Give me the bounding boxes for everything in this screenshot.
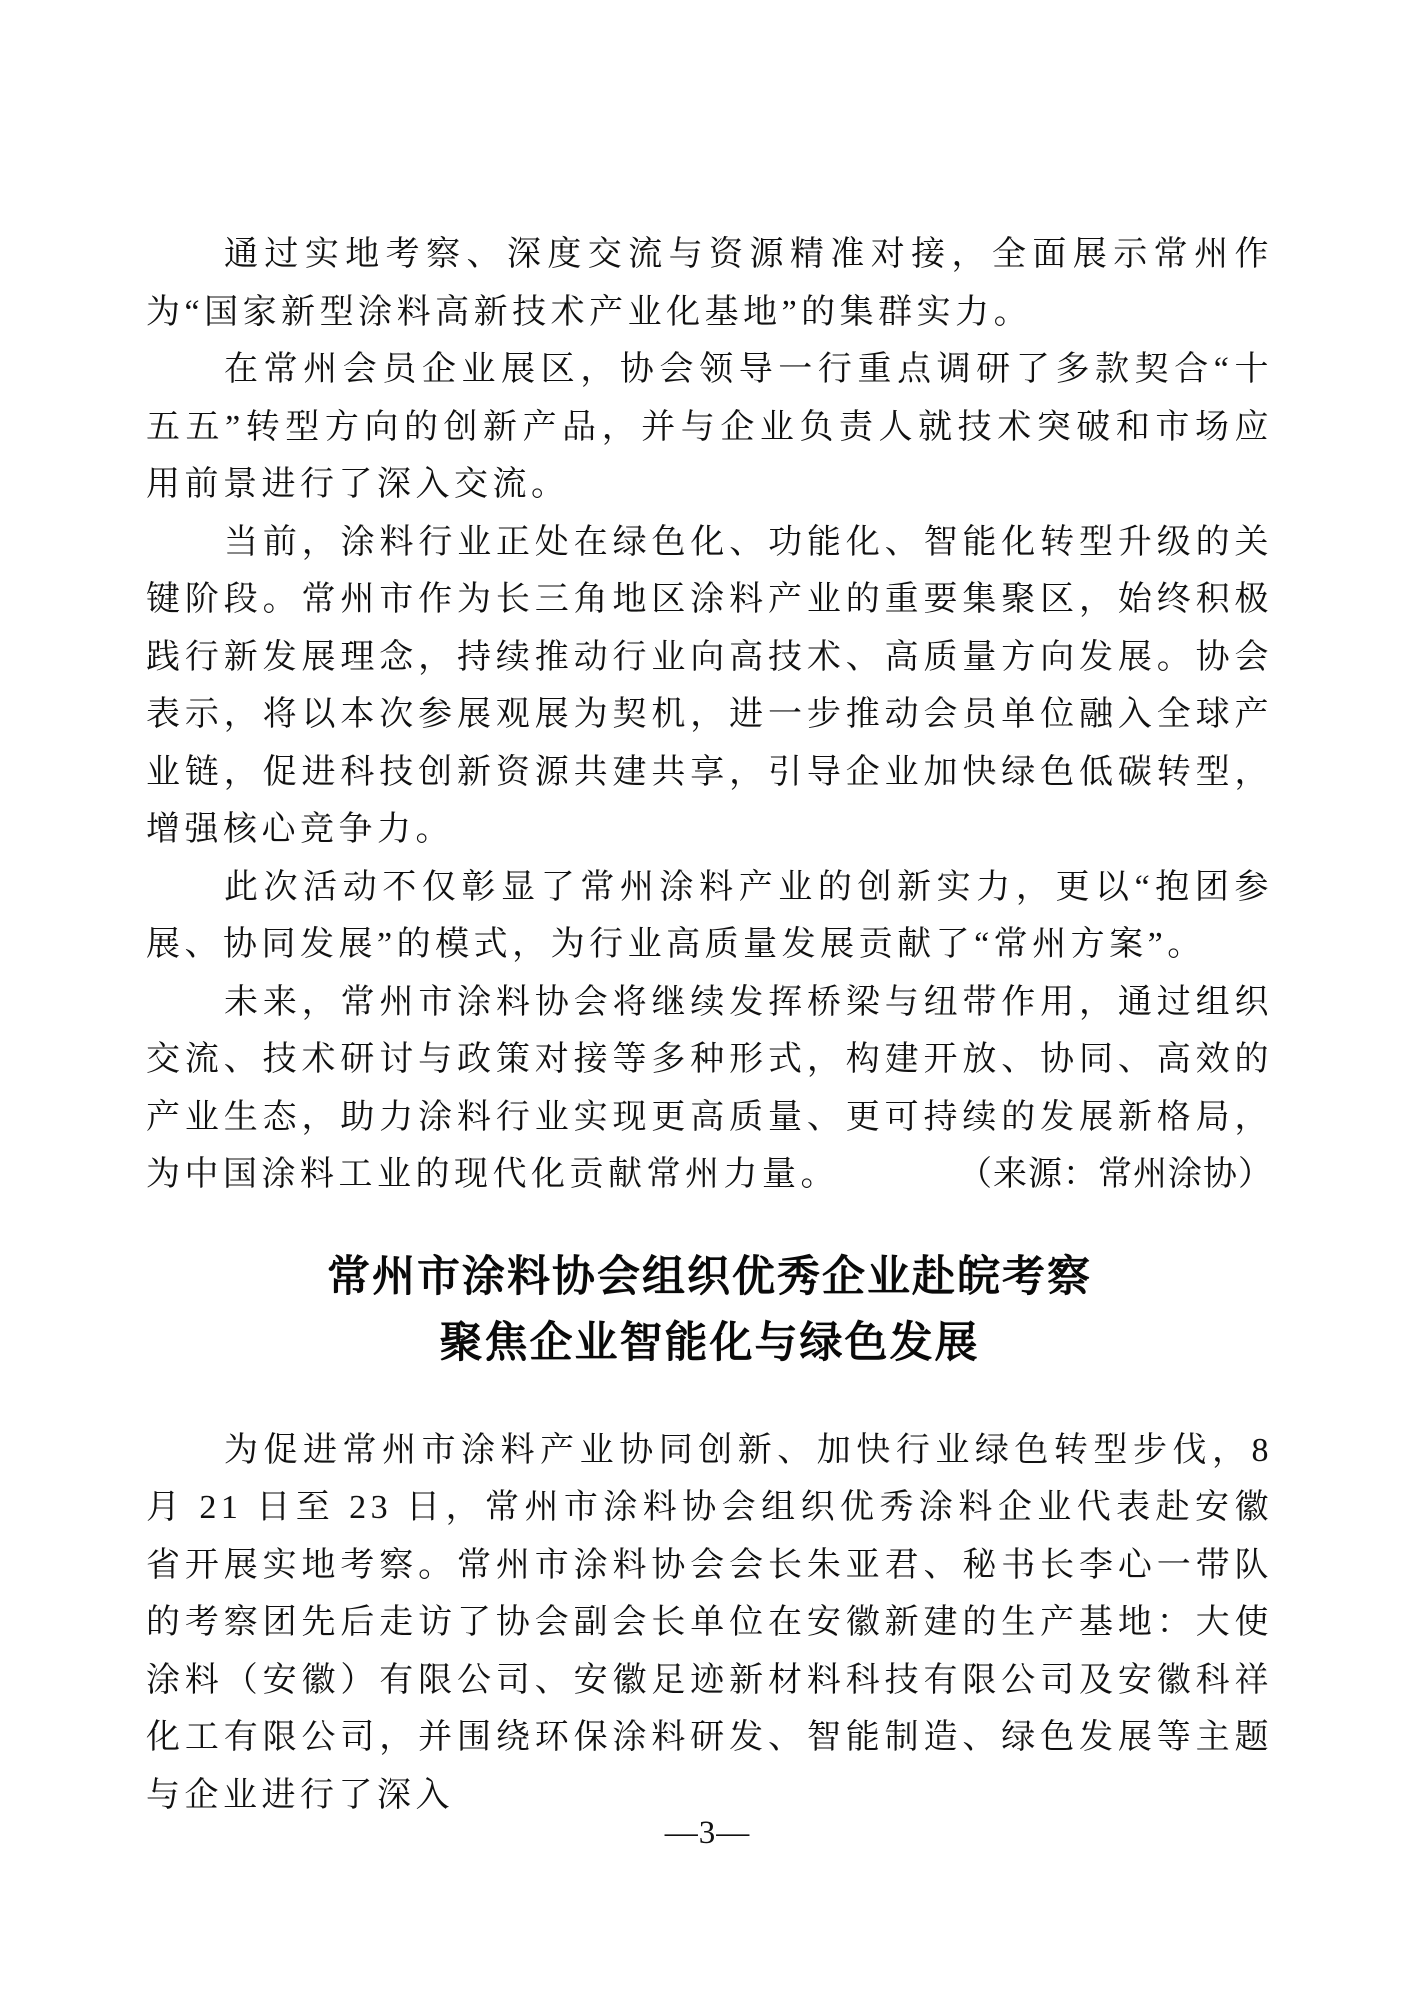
article-title-line-1: 常州市涂料协会组织优秀企业赴皖考察 xyxy=(327,1252,1092,1301)
paragraph: 当前，涂料行业正处在绿色化、功能化、智能化转型升级的关键阶段。常州市作为长三角地区涂料产业的重要集聚区，始终积极践行新发展理念，持续推动行业向高技术、高质量方向发展。协会表示，将以本次参展观展为契机，进一步推动会员单位融入全球产业链，促进科技创新资源共建共享，引导企业加快绿色低碳转型，增强核心竞争力。 xyxy=(146,523,1273,848)
paragraph: 在常州会员企业展区，协会领导一行重点调研了多款契合“十五五”转型方向的创新产品，并与企业负责人就技术突破和市场应用前景进行了深入交流。 xyxy=(146,351,1273,503)
article-1 xyxy=(146,226,1273,1204)
paragraph: 为促进常州市涂料产业协同创新、加快行业绿色转型步伐，8 月 21 日至 23 日，常州市涂料协会组织优秀涂料企业代表赴安徽省开展实地考察。常州市涂料协会会长朱亚君、秘书长李心一带队的考察团先后走访了协会副会长单位在安徽新建的生产基地：大使涂料（安徽）有限公司、安徽足迹新材料科技有限公司及安徽科祥化工有限公司，并围绕环保涂料研发、智能制造、绿色发展等主题与企业进行了深入 xyxy=(146,1431,1273,1814)
article-2 xyxy=(146,1244,1273,1825)
paragraph: 通过实地考察、深度交流与资源精准对接，全面展示常州作为“国家新型涂料高新技术产业化基地”的集群实力。 xyxy=(146,236,1273,331)
article-title xyxy=(146,1244,1273,1376)
paragraph-text: 未来，常州市涂料协会将继续发挥桥梁与纽带作用，通过组织交流、技术研讨与政策对接等多种形式，构建开放、协同、高效的产业生态，助力涂料行业实现更高质量、更可持续的发展新格局，为中国涂料工业的现代化贡献常州力量。 xyxy=(146,983,1273,1193)
paragraph: 此次活动不仅彰显了常州涂料产业的创新实力，更以“抱团参展、协同发展”的模式，为行业高质量发展贡献了“常州方案”。 xyxy=(146,868,1273,963)
paragraph-with-source xyxy=(146,974,1273,1204)
source-attribution: （来源：常州涂协） xyxy=(958,1156,1273,1193)
article-title-line-2: 聚焦企业智能化与绿色发展 xyxy=(439,1318,980,1367)
page-number: —3— xyxy=(664,1815,751,1851)
